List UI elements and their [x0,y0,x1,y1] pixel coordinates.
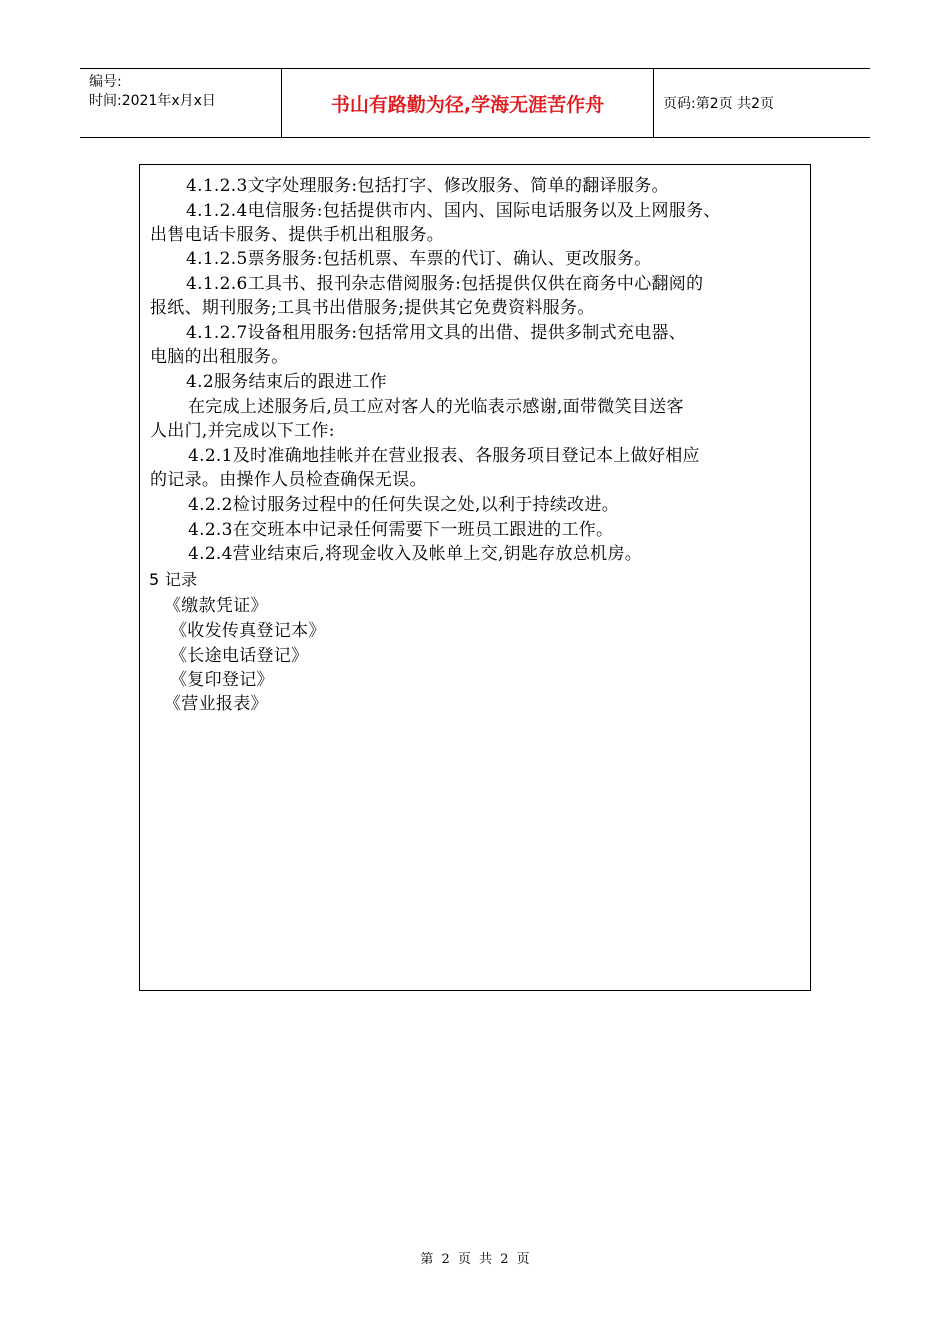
content-line: 出售电话卡服务、提供手机出租服务。 [150,225,445,245]
header-motto-cell [282,69,654,137]
page-info: 页码:第2页 共2页 [663,96,774,112]
page-footer [0,1248,950,1267]
motto-text: 书山有路勤为径,学海无涯苦作舟 [330,93,605,116]
content-line: 在完成上述服务后,员工应对客人的光临表示感谢,面带微笑目送客 [188,397,684,417]
content-line: 4.1.2.7设备租用服务:包括常用文具的出借、提供多制式充电器、 [186,323,687,343]
content-line: 4.2服务结束后的跟进工作 [186,372,387,392]
header-page-cell [654,69,870,137]
record-item: 《收发传真登记本》 [170,621,326,641]
content-box [139,164,811,991]
content-line: 电脑的出租服务。 [150,347,289,367]
content-line: 4.2.4营业结束后,将现金收入及帐单上交,钥匙存放总机房。 [188,544,643,564]
content-line: 4.2.1及时准确地挂帐并在营业报表、各服务项目登记本上做好相应 [188,446,700,466]
time-label: 时间:2021年x月x日 [89,93,216,109]
content-line: 4.1.2.6工具书、报刊杂志借阅服务:包括提供仅供在商务中心翻阅的 [186,274,704,294]
number-label: 编号: [89,74,122,90]
record-item: 《缴款凭证》 [164,596,268,616]
content-line: 4.1.2.3文字处理服务:包括打字、修改服务、简单的翻译服务。 [186,176,669,196]
content-line: 4.1.2.5票务服务:包括机票、车票的代订、确认、更改服务。 [186,249,652,269]
content-line: 4.1.2.4电信服务:包括提供市内、国内、国际电话服务以及上网服务、 [186,201,721,221]
record-item: 《长途电话登记》 [170,646,309,666]
header-meta-cell [80,69,282,137]
record-item: 《营业报表》 [164,694,268,714]
record-item: 《复印登记》 [170,670,274,690]
section-title: 5 记录 [149,570,198,589]
content-line: 4.2.2检讨服务过程中的任何失误之处,以利于持续改进。 [188,495,620,515]
footer-page-number: 第 2 页 共 2 页 [420,1252,530,1267]
content-line: 报纸、期刊服务;工具书出借服务;提供其它免费资料服务。 [150,298,595,318]
content-line: 的记录。由操作人员检查确保无误。 [150,470,427,490]
document-header [80,68,870,138]
content-line: 人出门,并完成以下工作: [150,421,335,441]
content-line: 4.2.3在交班本中记录任何需要下一班员工跟进的工作。 [188,520,614,540]
